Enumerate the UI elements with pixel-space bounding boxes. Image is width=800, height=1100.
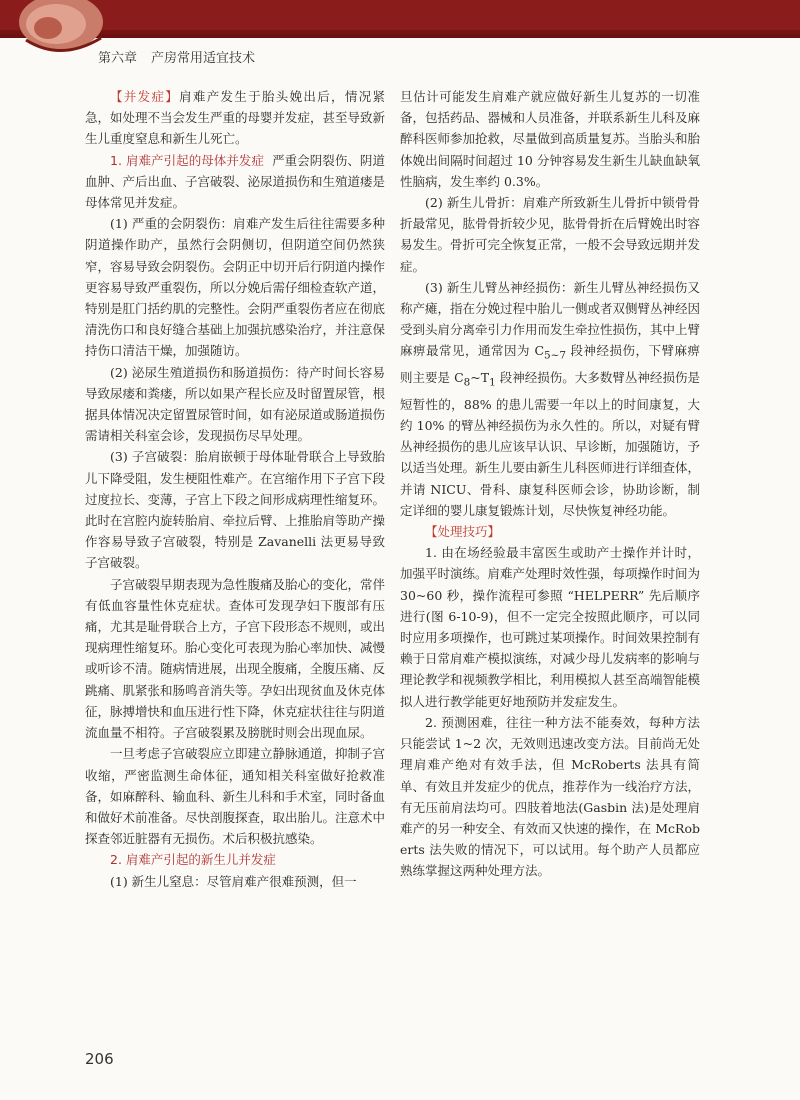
neonatal-complications-heading: 2. 肩难产引起的新生儿并发症 <box>110 852 276 868</box>
chapter-header <box>98 47 269 66</box>
uterine-rupture-treatment-paragraph: 一旦考虑子宫破裂应立即建立静脉通道，抑制子宫收缩，严密监测生命体征，通知相关科室做好抢救准备，如麻醉科、输血科、新生儿科和手术室，同时备血和做好术前准备。尽快剖腹探查，取出胎儿。注意术中探查邻近脏器有无损伤。术后积极抗感染。 <box>85 746 386 847</box>
uterine-rupture-symptoms-paragraph: 子宫破裂早期表现为急性腹痛及胎心的变化，常伴有低血容量性休克症状。查体可发现孕妇下腹部有压痛，尤其是耻骨联合上方，子宫下段形态不规则，或出现病理性缩复环。胎心变化可表现为胎心率加快、减慢或听诊不清。随病情进展，出现全腹痛，全腹压痛、反跳痛、肌紧张和肠鸣音消失等。孕妇出现贫血及休克体征，脉搏增快和血压进行性下降，休克症状往往与阴道流血量不相符。子宫破裂累及膀胱时则会出现血尿。 <box>85 576 386 741</box>
left-column <box>85 86 385 892</box>
maternal-complications-heading: 1. 肩难产引起的母体并发症 严重会阴裂伤、阴道血肿、产后出血、子宫破裂、泌尿道损伤和生殖道瘘是母体常见并发症。 <box>85 152 386 211</box>
complications-tag: 【并发症】 <box>110 89 180 104</box>
right-column <box>400 86 700 882</box>
chapter-number: 第六章 <box>98 51 138 66</box>
urogenital-injury-paragraph: (2) 泌尿生殖道损伤和肠道损伤：待产时间长容易导致尿瘘和粪瘘，所以如果产程长应及时留置尿管，根据具体情况决定留置尿管时间，如有泌尿道或肠道损伤需请相关科室会诊，发现损伤尽早处理。 <box>85 364 386 444</box>
chapter-title: 产房常用适宜技术 <box>151 51 256 66</box>
neonatal-fracture-paragraph: (2) 新生儿骨折：肩难产所致新生儿骨折中锁骨骨折最常见，肱骨骨折较少见，肱骨骨折在后臂娩出时容易发生。骨折可完全恢复正常，一般不会导致远期并发症。 <box>400 195 701 274</box>
neonatal-asphyxia-paragraph: (1) 新生儿窒息：尽管肩难产很难预测，但一 <box>110 873 357 889</box>
tip-two-paragraph: 2. 预测困难，往往一种方法不能奏效，每种方法只能尝试 1~2 次，无效则迅速改变方法。目前尚无处理肩难产绝对有效手法，但 McRoberts 法具有简单、有效且并发症少的优点，推荐作为一线治疗方法，有无压前肩法均可。四肢着地法(Gasbin 法)是处理肩难产的另一种安全、有效而又快速的操作，在 McRoberts 法失败的情况下，可以试用。每个助产人员都应熟练掌握这两种处理方法。 <box>400 714 701 879</box>
perineal-laceration-paragraph: (1) 严重的会阴裂伤：肩难产发生后往往需要多种阴道操作助产，虽然行会阴侧切，但阴道空间仍然狭窄，容易导致会阴裂伤。会阴正中切开后行阴道内操作更容易导致严重裂伤，所以分娩后需仔细检查软产道，特别是肛门括约肌的完整性。会阴严重裂伤者应在彻底清洗伤口和良好缝合基础上加强抗感染治疗，并注意保持伤口清洁干燥，加强随访。 <box>85 216 386 359</box>
page-number: 206 <box>85 1050 114 1068</box>
tip-one-paragraph: 1. 由在场经验最丰富医生或助产士操作并计时，加强平时演练。肩难产处理时效性强，每项操作时间为 30~60 秒，操作流程可参照 “HELPERR” 先后顺序进行(图 6-10-9)，但不一定完全按照此顺序，可以同时应用多项操作，也可跳过某项操作。时间效果控制有赖于日常肩难产模拟演练，对减少母儿发病率的影响与理论教学和视频教学相比，利用模拟人甚至高端智能模拟人进行教学能更好地预防并发症发生。 <box>400 545 701 709</box>
brachial-plexus-paragraph: (3) 新生儿臂丛神经损伤：新生儿臂丛神经损伤又称产瘫，指在分娩过程中胎儿一侧或者双侧臂丛神经因受到头肩分离牵引力作用而发生牵拉性损伤，其中上臂麻痹最常见，通常因为 $C_{5\sim 7}$ 段神经损伤，下臂麻痹则主要是 $C_8\sim T_1$ 段神经损伤。大多数臂丛神经损伤是短暂性的，88% 的患儿需要一年以上的时间康复，大约 10% 的臂丛神经损伤为永久性的。所以，对疑有臂丛神经损伤的患儿应该早认识、早诊断，加强随访，予以适当处理。新生儿要由新生儿科医师进行详细查体，并请 NICU、骨科、康复科医师会诊，协助诊断，制定详细的婴儿康复锻炼计划，尽快恢复神经功能。 <box>400 279 701 518</box>
handling-tips-tag: 【处理技巧】 <box>425 524 501 540</box>
complications-paragraph: 【并发症】肩难产发生于胎头娩出后，情况紧急，如处理不当会发生严重的母婴并发症，甚至导致新生儿重度窒息和新生儿死亡。 <box>85 89 386 147</box>
resuscitation-paragraph: 旦估计可能发生肩难产就应做好新生儿复苏的一切准备，包括药品、器械和人员准备，并联系新生儿科及麻醉科医师参加抢救，尽量做到高质量复苏。当胎头和胎体娩出间隔时间超过 10 分钟容易发生新生儿缺血缺氧性脑病，发生率约 0.3%。 <box>400 89 701 189</box>
uterine-rupture-paragraph: (3) 子宫破裂：胎肩嵌顿于母体耻骨联合上导致胎儿下降受阻，发生梗阻性难产。在宫缩作用下子宫下段过度拉长、变薄，子宫上下段之间形成病理性缩复环。此时在宫腔内旋转胎肩、牵拉后臂、上推胎肩等助产操作容易导致子宫破裂，特别是 Zavanelli 法更易导致子宫破裂。 <box>85 449 386 571</box>
